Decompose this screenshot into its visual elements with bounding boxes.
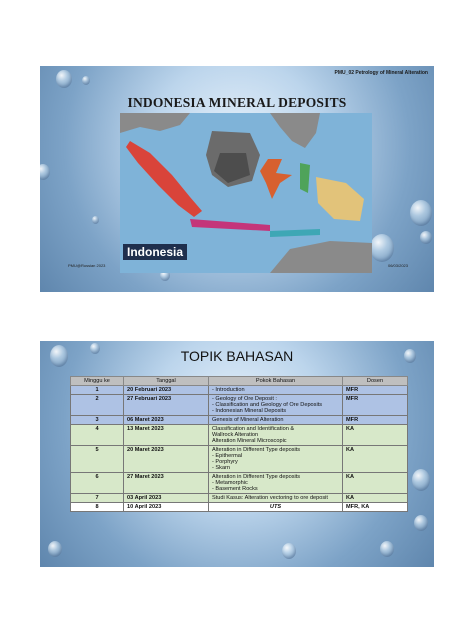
topic-line: - Basement Rocks xyxy=(212,486,258,492)
column-header: Minggu ke xyxy=(71,377,124,386)
week-cell: 5 xyxy=(71,446,124,473)
date-cell: 27 Maret 2023 xyxy=(124,473,209,494)
topic-cell xyxy=(209,446,343,473)
date-cell: 06 Maret 2023 xyxy=(124,416,209,425)
water-drop xyxy=(82,76,90,85)
footer-author: PMU@Russian 2023 xyxy=(68,263,106,268)
water-drop xyxy=(370,234,394,262)
water-drop xyxy=(40,164,50,180)
lecturer-cell: KA xyxy=(343,494,408,503)
date-cell: 13 Maret 2023 xyxy=(124,425,209,446)
water-drop xyxy=(56,70,72,88)
topic-line: - Indonesian Mineral Deposits xyxy=(212,408,286,414)
date-cell: 20 Maret 2023 xyxy=(124,446,209,473)
topic-cell xyxy=(209,395,343,416)
water-drop xyxy=(420,231,432,244)
topic-line: Genesis of Mineral Alteration xyxy=(212,417,284,423)
topic-line: Alteration in Different Type deposits xyxy=(212,474,301,480)
topic-line: - Classification and Geology of Ore Deposits xyxy=(212,402,323,408)
topic-line: - Metamorphic xyxy=(212,480,248,486)
table-row xyxy=(71,386,408,395)
lecturer-cell: MFR xyxy=(343,386,408,395)
topic-cell xyxy=(209,416,343,425)
lecturer-cell: MFR, KA xyxy=(343,503,408,512)
water-drop xyxy=(380,541,394,557)
topic-line: Wallrock Alteration xyxy=(212,432,259,438)
date-cell: 20 Februari 2023 xyxy=(124,386,209,395)
week-cell: 7 xyxy=(71,494,124,503)
topic-line: Studi Kasus: Alteration vectoring to ore deposit xyxy=(212,495,328,501)
column-header: Dosen xyxy=(343,377,408,386)
topic-cell xyxy=(209,425,343,446)
slide-mineral-deposits xyxy=(40,66,434,292)
topic-cell xyxy=(209,494,343,503)
week-cell: 6 xyxy=(71,473,124,494)
topic-line: - Epithermal xyxy=(212,453,243,459)
water-drop xyxy=(48,541,62,557)
water-drop xyxy=(414,515,428,531)
water-drop xyxy=(410,200,432,226)
topic-line: - Introduction xyxy=(212,387,245,393)
topic-line: Alteration in Different Type deposits xyxy=(212,447,301,453)
slide-topik-bahasan xyxy=(40,341,434,567)
lecturer-cell: MFR xyxy=(343,416,408,425)
week-cell: 2 xyxy=(71,395,124,416)
column-header: Tanggal xyxy=(124,377,209,386)
table-row xyxy=(71,416,408,425)
topic-line: - Porphyry xyxy=(212,459,238,465)
topic-line: UTS xyxy=(269,504,282,510)
water-drop xyxy=(412,469,430,491)
topic-cell xyxy=(209,503,343,512)
map-label: Indonesia xyxy=(123,244,187,260)
water-drop xyxy=(282,543,296,559)
lecturer-cell: KA xyxy=(343,425,408,446)
table-row xyxy=(71,446,408,473)
table-row xyxy=(71,494,408,503)
slide-header: PMU_02 Petrology of Mineral Alteration xyxy=(334,70,428,76)
week-cell: 1 xyxy=(71,386,124,395)
date-cell: 27 Februari 2023 xyxy=(124,395,209,416)
week-cell: 8 xyxy=(71,503,124,512)
date-cell: 03 April 2023 xyxy=(124,494,209,503)
table-row xyxy=(71,425,408,446)
week-cell: 3 xyxy=(71,416,124,425)
topic-cell xyxy=(209,386,343,395)
topic-line: - Geology of Ore Deposit : xyxy=(212,396,277,402)
topic-cell xyxy=(209,473,343,494)
topic-line: Alteration Mineral Microscopic xyxy=(212,438,287,444)
footer-date: 06/03/2023 xyxy=(387,263,408,268)
topic-line: - Skarn xyxy=(212,465,231,471)
schedule-table xyxy=(70,376,408,512)
table-row xyxy=(71,473,408,494)
lecturer-cell: KA xyxy=(343,473,408,494)
week-cell: 4 xyxy=(71,425,124,446)
slide-title: INDONESIA MINERAL DEPOSITS xyxy=(127,95,347,110)
topic-line: Classification and Identification & xyxy=(212,426,295,432)
slide-title: TOPIK BAHASAN xyxy=(180,348,294,364)
table-header-row xyxy=(71,377,408,386)
table-row xyxy=(71,395,408,416)
table-row xyxy=(71,503,408,512)
lecturer-cell: MFR xyxy=(343,395,408,416)
date-cell: 10 April 2023 xyxy=(124,503,209,512)
column-header: Pokok Bahasan xyxy=(209,377,343,386)
lecturer-cell: KA xyxy=(343,446,408,473)
water-drop xyxy=(92,216,99,224)
